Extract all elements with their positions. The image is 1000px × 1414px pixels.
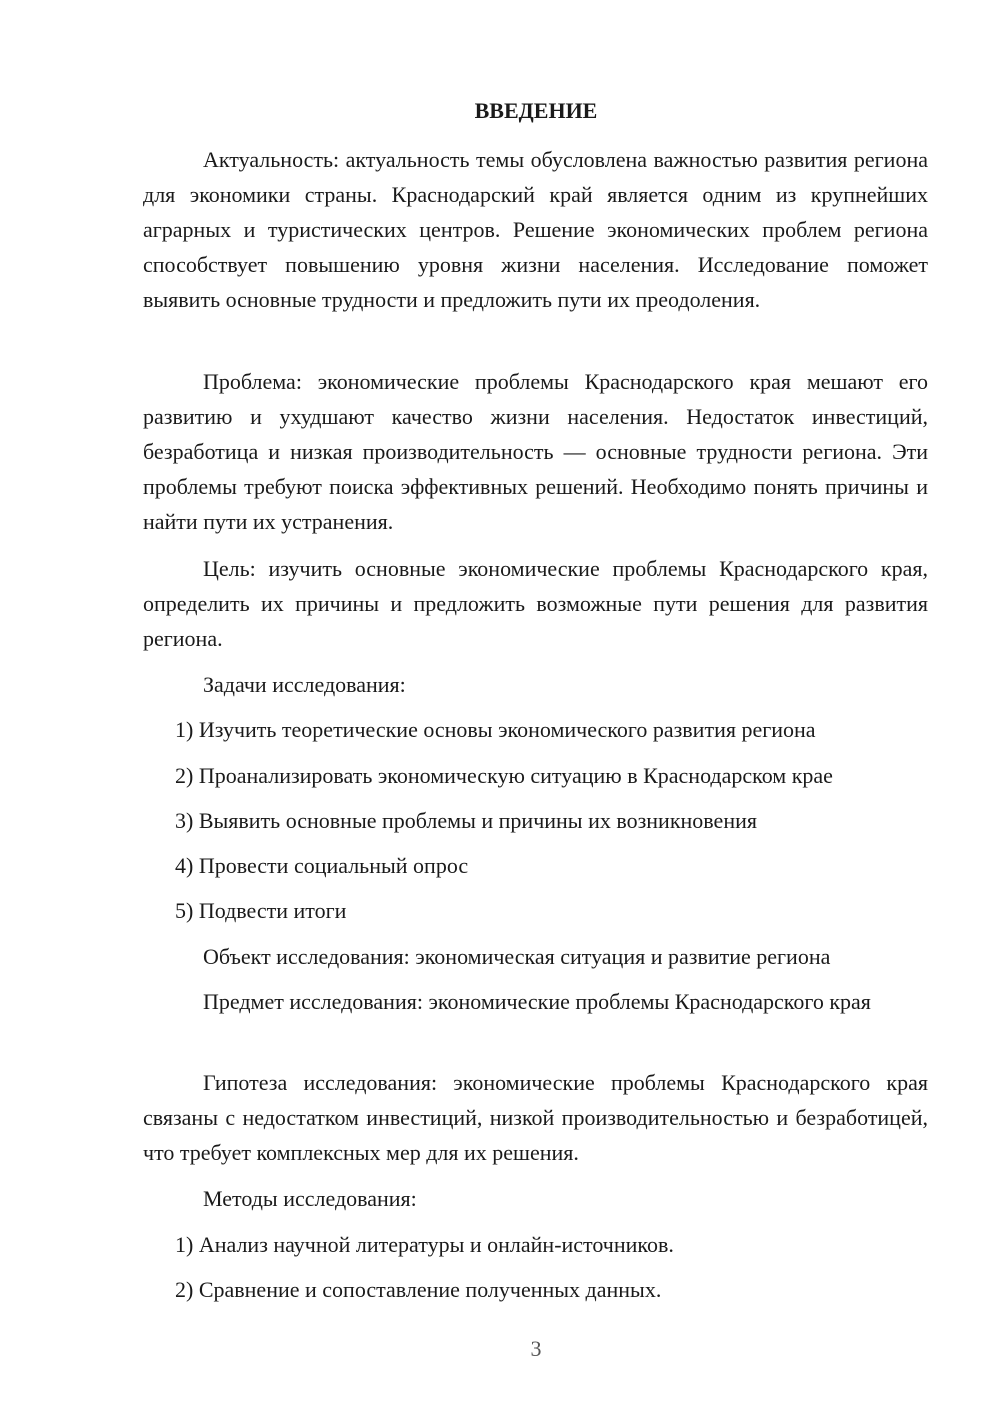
method-item: 2) Сравнение и сопоставление полученных данных. <box>175 1277 662 1302</box>
task-item: 4) Провести социальный опрос <box>175 853 469 878</box>
relevance-paragraph: Актуальность: актуальность темы обусловлена важностью развития региона для экономики страны. Краснодарский край является одним из крупнейших аграрных и туристических центров. Решение экономических проблем региона способствует повышению уровня жизни населения. Исследование поможет выявить основные трудности и предложить пути их преодоления. <box>143 147 928 312</box>
object-paragraph: Объект исследования: экономическая ситуация и развитие региона <box>203 944 831 969</box>
tasks-title: Задачи исследования: <box>203 672 406 697</box>
task-item: 2) Проанализировать экономическую ситуацию в Краснодарском крае <box>175 763 833 788</box>
page-title: ВВЕДЕНИЕ <box>474 98 598 123</box>
page-number: 3 <box>530 1336 542 1361</box>
goal-paragraph: Цель: изучить основные экономические проблемы Краснодарского края, определить их причины и предложить возможные пути решения для развития региона. <box>143 556 928 651</box>
method-item: 1) Анализ научной литературы и онлайн-источников. <box>175 1232 674 1257</box>
task-item: 1) Изучить теоретические основы экономического развития региона <box>175 717 816 742</box>
subject-paragraph: Предмет исследования: экономические проблемы Краснодарского края <box>203 989 871 1014</box>
methods-title: Методы исследования: <box>203 1186 417 1211</box>
task-item: 5) Подвести итоги <box>175 898 347 923</box>
hypothesis-paragraph: Гипотеза исследования: экономические проблемы Краснодарского края связаны с недостатком инвестиций, низкой производительностью и безработицей, что требует комплексных мер для их решения. <box>143 1070 928 1165</box>
task-item: 3) Выявить основные проблемы и причины их возникновения <box>175 808 757 833</box>
problem-paragraph: Проблема: экономические проблемы Краснодарского края мешают его развитию и ухудшают качество жизни населения. Недостаток инвестиций, безработица и низкая производительность — основные трудности региона. Эти проблемы требуют поиска эффективных решений. Необходимо понять причины и найти пути их устранения. <box>143 369 928 534</box>
